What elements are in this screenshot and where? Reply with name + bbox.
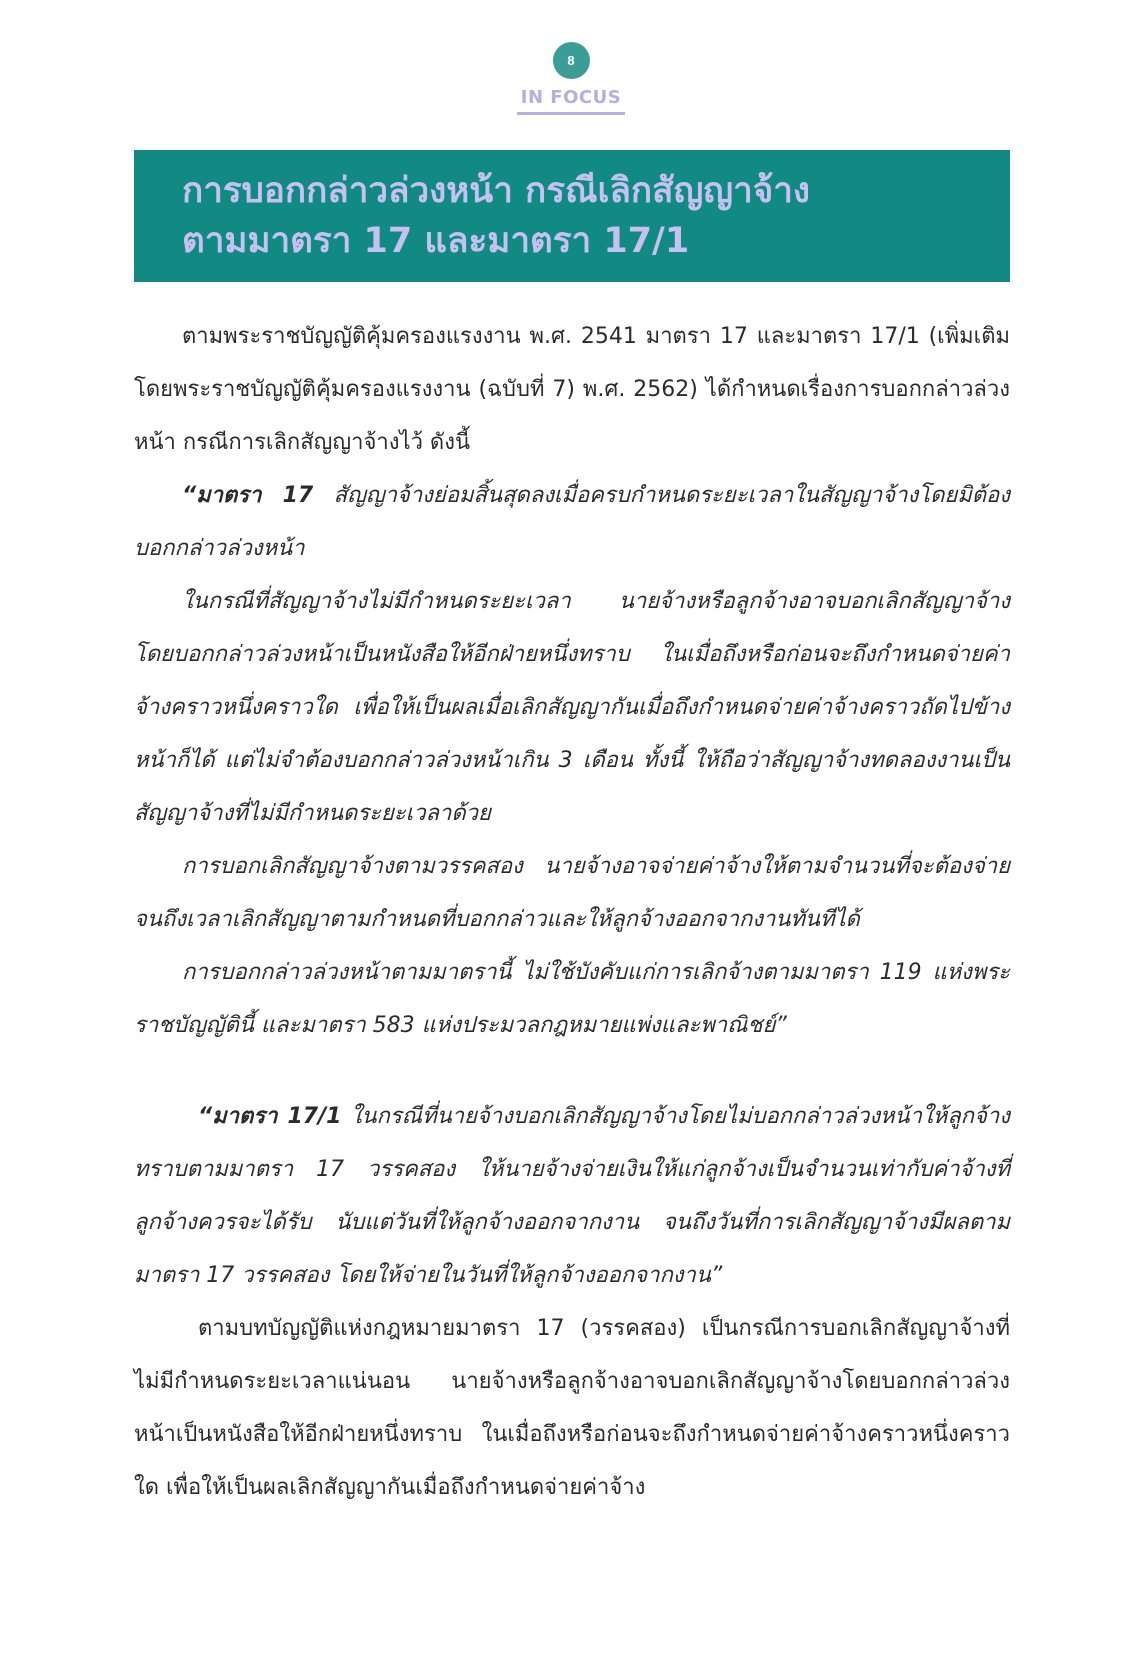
section-17-paragraph-1 bbox=[134, 469, 1010, 575]
section-17-paragraph-3: การบอกเลิกสัญญาจ้างตามวรรคสอง นายจ้างอาจจ่ายค่าจ้างให้ตามจำนวนที่จะต้องจ่าย จนถึงเวลาเลิกสัญญาตามกำหนดที่บอกกล่าวและให้ลูกจ้างออกจากงานทันทีได้ bbox=[134, 854, 1010, 932]
section-17-1-lead: “มาตรา 17/1 bbox=[198, 1104, 342, 1129]
title-line-2: ตามมาตรา 17 และมาตรา 17/1 bbox=[182, 221, 690, 261]
section-17-text-1: สัญญาจ้างย่อมสิ้นสุดลงเมื่อครบกำหนดระยะเวลาในสัญญาจ้างโดยมิต้องบอกกล่าวล่วงหน้า bbox=[134, 483, 1010, 561]
page-number-badge: 8 bbox=[553, 42, 590, 79]
paragraph-gap bbox=[134, 1052, 1010, 1090]
closing-paragraph: ตามบทบัญญัติแห่งกฎหมายมาตรา 17 (วรรคสอง) เป็นกรณีการบอกเลิกสัญญาจ้างที่ไม่มีกำหนดระยะเวลาแน่นอน นายจ้างหรือลูกจ้างอาจบอกเลิกสัญญาจ้างโดยบอกกล่าวล่วงหน้าเป็นหนังสือให้อีกฝ่ายหนึ่งทราบ ในเมื่อถึงหรือก่อนจะถึงกำหนดจ่ายค่าจ้างคราวหนึ่งคราวใด เพื่อให้เป็นผลเลิกสัญญากันเมื่อถึงกำหนดจ่ายค่าจ้าง bbox=[134, 1316, 1010, 1500]
section-label: IN FOCUS bbox=[517, 87, 625, 115]
page-header bbox=[0, 42, 1142, 115]
section-17-1-text: ในกรณีที่นายจ้างบอกเลิกสัญญาจ้างโดยไม่บอกกล่าวล่วงหน้าให้ลูกจ้างทราบตามมาตรา 17 วรรคสอง ให้นายจ้างจ่ายเงินให้แก่ลูกจ้างเป็นจำนวนเท่ากับค่าจ้างที่ลูกจ้างควรจะได้รับ นับแต่วันที่ให้ลูกจ้างออกจากงาน จนถึงวันที่การเลิกสัญญาจ้างมีผลตามมาตรา 17 วรรคสอง โดยให้จ่ายในวันที่ให้ลูกจ้างออกจากงาน” bbox=[134, 1104, 1010, 1288]
section-17-lead: “มาตรา 17 bbox=[182, 483, 314, 508]
title-banner bbox=[134, 150, 1010, 282]
title-line-1: การบอกกล่าวล่วงหน้า กรณีเลิกสัญญาจ้าง bbox=[182, 171, 811, 211]
section-17-paragraph-2: ในกรณีที่สัญญาจ้างไม่มีกำหนดระยะเวลา นายจ้างหรือลูกจ้างอาจบอกเลิกสัญญาจ้าง โดยบอกกล่าวล่วงหน้าเป็นหนังสือให้อีกฝ่ายหนึ่งทราบ ในเมื่อถึงหรือก่อนจะถึงกำหนดจ่ายค่าจ้างคราวหนึ่งคราวใด เพื่อให้เป็นผลเมื่อเลิกสัญญากันเมื่อถึงกำหนดจ่ายค่าจ้างคราวถัดไปข้างหน้าก็ได้ แต่ไม่จำต้องบอกกล่าวล่วงหน้าเกิน 3 เดือน ทั้งนี้ ให้ถือว่าสัญญาจ้างทดลองงานเป็นสัญญาจ้างที่ไม่มีกำหนดระยะเวลาด้วย bbox=[134, 589, 1010, 826]
intro-paragraph: ตามพระราชบัญญัติคุ้มครองแรงงาน พ.ศ. 2541 มาตรา 17 และมาตรา 17/1 (เพิ่มเติมโดยพระราชบัญญัติคุ้มครองแรงงาน (ฉบับที่ 7) พ.ศ. 2562) ได้กำหนดเรื่องการบอกกล่าวล่วงหน้า กรณีการเลิกสัญญาจ้างไว้ ดังนี้ bbox=[134, 324, 1010, 455]
article-body bbox=[134, 310, 1010, 1514]
section-17-1-paragraph bbox=[134, 1090, 1010, 1302]
section-17-paragraph-4: การบอกกล่าวล่วงหน้าตามมาตรานี้ ไม่ใช้บังคับแก่การเลิกจ้างตามมาตรา 119 แห่งพระราชบัญญัตินี้ และมาตรา 583 แห่งประมวลกฎหมายแพ่งและพาณิชย์” bbox=[134, 960, 1010, 1038]
